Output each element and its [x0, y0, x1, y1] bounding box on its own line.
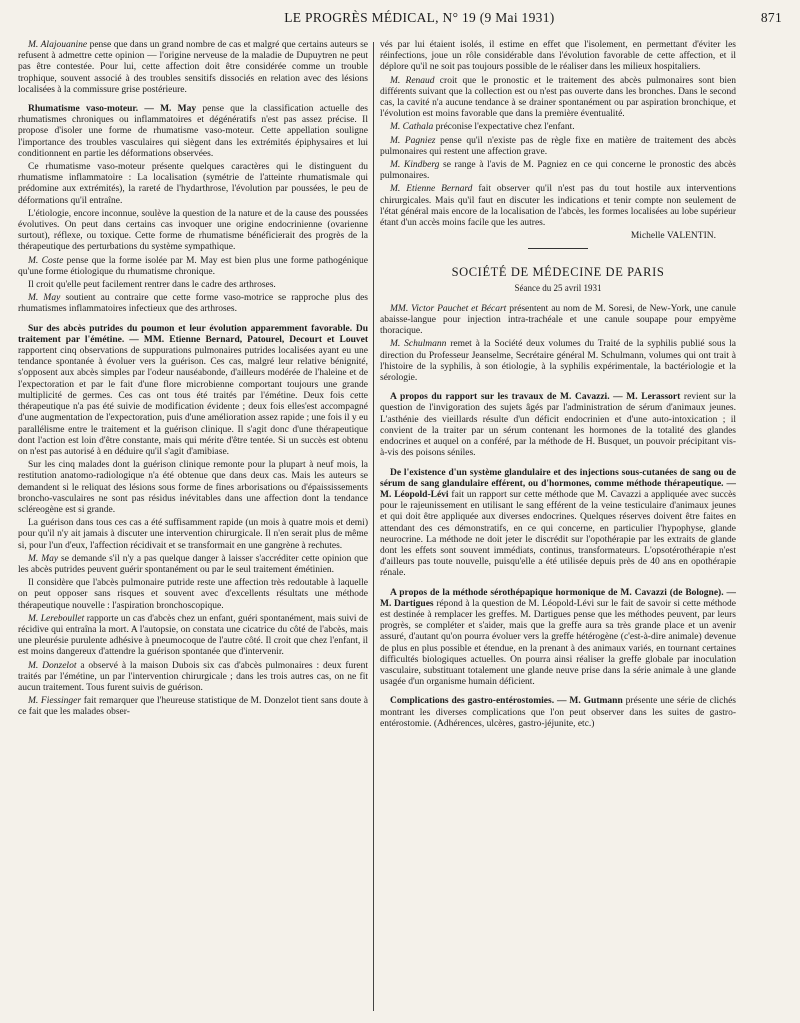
- paragraph-text: présentent au nom de M. Soresi, de New-York, une canule abaisse-langue pour injection intra-trachéale et une canule soupape pour empyème thoracique.: [380, 303, 736, 337]
- paragraph: [380, 468, 736, 580]
- paragraph: [18, 209, 368, 254]
- left-column: [18, 40, 368, 1017]
- speaker-name: M. Lereboullet: [28, 613, 85, 624]
- paragraph: [380, 184, 736, 229]
- speaker-name: M. Donzelot: [28, 660, 77, 671]
- paragraph: [18, 162, 368, 207]
- paragraph: [380, 588, 736, 689]
- journal-title: LE PROGRÈS MÉDICAL, N° 19 (9 Mai 1931): [284, 10, 555, 25]
- paragraph-text: soutient au contraire que cette forme vaso-motrice se rapproche plus des rhumatismes inflammatoires infectieux que des arthroses.: [18, 293, 368, 315]
- paragraph: [18, 460, 368, 516]
- paragraph-text: vés par lui étaient isolés, il estime en effet que l'isolement, en permettant d'éviter les réinfections, joue un rôle considérable dans l'évolution favorable de cette affection, et il déplore qu'il ne soit pas toujours possible de le réaliser dans les milieux hospitaliers.: [380, 40, 736, 73]
- speaker-name: M. Fiessinger: [28, 696, 82, 707]
- speaker-name: M. Kindberg: [390, 160, 440, 171]
- speaker-name: M. Renaud: [390, 75, 435, 86]
- paragraph-text: remet à la Société deux volumes du Traité de la syphilis publié sous la direction du Professeur Jeanselme, Secrétaire général M. Schulmann, volumes qui ont trait à l'histoire de la syphilis, à son étiologie, à la syphilis expérimentale, la bactériologie et la sérologie.: [380, 339, 736, 384]
- paragraph-text: fait remarquer que l'heureuse statistique de M. Donzelot tient sans doute à ce fait que les malades obser-: [18, 696, 368, 718]
- paragraph-heading: Sur des abcès putrides du poumon et leur évolution apparemment favorable. Du traitement par l'émétine. — MM. Etienne Bernard, Patourel, Decourt et Louvet: [18, 323, 368, 345]
- paragraph-text: pense que la forme isolée par M. May est bien plus une forme pathogénique qu'une forme étiologique du rhumatisme chronique.: [18, 255, 368, 277]
- speaker-name: M. Etienne Bernard: [390, 184, 473, 195]
- paragraph: [18, 256, 368, 278]
- speaker-name: M. May: [28, 293, 61, 304]
- paragraph: [380, 76, 736, 121]
- paragraph-heading: A propos du rapport sur les travaux de M. Cavazzi. — M. Lerassort: [390, 392, 681, 403]
- paragraph: [380, 696, 736, 730]
- paragraph: [380, 339, 736, 384]
- page-number: 871: [760, 10, 782, 25]
- speaker-name: M. Coste: [28, 255, 64, 266]
- paragraph-text: Sur les cinq malades dont la guérison clinique remonte pour la plupart à neuf mois, la restitution anatomo-radiologique n'a été obtenue que dans deux cas. Mais les auteurs se demandent si le reliquat des lésions sous forme de fines arborisations ou d'épaississements broncho-vasculaires ne sont pas résidus inévitables dans une affection dont la tendance scléreogène est si grande.: [18, 460, 368, 515]
- paragraph-text: pense qu'il n'existe pas de règle fixe en matière de traitement des abcès pulmonaires qui restent une affection grave.: [380, 135, 736, 157]
- paragraph-text: se range à l'avis de M. Pagniez en ce qui concerne le pronostic des abcès pulmonaires.: [380, 160, 736, 182]
- paragraph-text: pense que dans un grand nombre de cas et malgré que certains auteurs se refusent à admettre cette opinion — l'origine nerveuse de la maladie de Dupuytren ne peut pas être contestée. Pour lui, cette affection doit être considérée comme un trouble trophique, souvent associé à des troubles sensitifs dissociés en relation avec des lésions localisées à la commissure grise postérieure.: [18, 40, 368, 95]
- paragraph-text: fait observer qu'il n'est pas du tout hostile aux interventions chirurgicales. Mais qu'il faut en discuter les indications et tenir compte non seulement de l'état général mais encore de la localisation de l'abcès, les formes localisées au lobe supérieur étant d'un accès moins facile que les autres.: [380, 184, 736, 229]
- session-date: Séance du 25 avril 1931: [514, 282, 602, 293]
- right-column: [380, 40, 736, 1017]
- author-signature: Michelle VALENTIN.: [630, 231, 716, 242]
- paragraph-text: a observé à la maison Dubois six cas d'abcès pulmonaires : deux furent traités par l'émétine, un par l'intervention chirurgicale ; dans les trois autres cas, on ne fit aucun traitement. Tous furent suivis de guérison.: [18, 660, 368, 693]
- speaker-name: M. Alajouanine: [28, 40, 88, 50]
- paragraph-text: rapporte un cas d'abcès chez un enfant, guéri spontanément, mais suivi de récidive qui entraîna la mort. A l'autopsie, on constata une cicatrice du côté de l'abcès, mais une pleurésie purulente adhésive à pneumocoque de l'autre côté. Il croit que chez l'enfant, il est moins dangereux d'attendre la guérison spontanée que d'intervenir.: [18, 613, 368, 658]
- paragraph-text: Il croit qu'elle peut facilement rentrer dans le cadre des arthroses.: [28, 280, 276, 291]
- paragraph: [380, 160, 736, 182]
- speaker-name: MM. Victor Pauchet et Bécart: [390, 303, 507, 314]
- separator-rule: [528, 248, 588, 249]
- speaker-name: M. Pagniez: [390, 135, 436, 146]
- speaker-name: M. May: [28, 553, 59, 564]
- paragraph-text: Il considère que l'abcès pulmonaire putride reste une affection très redoutable à laquelle on peut opposer sans risques et souvent avec d'excellents résultats une méthode thérapeutique nouvelle : l'aspiration bronchoscopique.: [18, 578, 368, 611]
- paragraph: [380, 136, 736, 158]
- paragraph-text: revient sur la question de l'invigoration des sujets âgés par l'administration de sérum d'animaux jeunes. L'asthénie des vieillards résulte d'un déficit endocrinien et d'une auto-intoxication ; il convient de la traiter par un sérum contenant les hormones de la totalité des glandes endocrines et auquel on a conféré, par la méthode de H. Busquet, un pouvoir précipitant vis-à-vis des poisons séniles.: [380, 392, 736, 459]
- paragraph-text: fait un rapport sur cette méthode que M. Cavazzi a appliquée avec succès pour le rajeunissement en utilisant le sang efférent de la veine testiculaire d'animaux jeunes et qui doit être appliquée aux diverses endocrines. Quelques réserves doivent être faites en attendant des ces démonstratifs, en ce qui concerne, en particulier l'hypophyse, glande neurocrine. La méthode ne doit jeter le discrédit sur l'opothérapie par les extraits de glande dont les effets sont souvent immédiats, continus, transformateurs. L'opsotérothérapie n'est d'ailleurs pas toute nouvelle, puisqu'elle a été utilisée depuis près de 40 ans en opothérapie rénale.: [380, 489, 736, 579]
- paragraph: [380, 304, 736, 338]
- column-divider: [373, 42, 374, 1011]
- paragraph: [18, 324, 368, 458]
- paragraph-heading: Rhumatisme vaso-moteur. — M. May: [28, 104, 197, 115]
- paragraph: [18, 518, 368, 552]
- paragraph: [18, 280, 368, 291]
- paragraph: [18, 696, 368, 718]
- right-column-continued: [380, 40, 736, 229]
- paragraph: [18, 293, 368, 315]
- paragraph-text: se demande s'il n'y a pas quelque danger à laisser s'accréditer cette opinion que les abcès putrides peuvent guérir spontanément ou par le seul traitement émétinien.: [18, 553, 368, 575]
- paragraph: [18, 104, 368, 160]
- paragraph: [380, 392, 736, 459]
- page-header: [18, 10, 782, 32]
- paragraph: [380, 122, 736, 133]
- paragraph: [18, 554, 368, 576]
- paragraph: [18, 578, 368, 612]
- paragraph-text: L'étiologie, encore inconnue, soulève la question de la nature et de la cause des poussées évolutives. On peut dans certains cas invoquer une origine endocrinienne (ovarienne surtout), réflexe, ou toxique. Cette forme de rhumatisme bénéficierait des progrès de la thérapeutique des perturbations du système sympathique.: [18, 208, 368, 253]
- paragraph: [18, 614, 368, 659]
- paragraph-text: pense que la classification actuelle des rhumatismes chroniques ou inflammatoires et dégénératifs n'est pas assez précise. Il propose d'isoler une forme de rhumatisme vaso-moteur. Cette appellation souligne l'importance des troubles vasculaires qui siègent dans les extrémités épiphysaires et lui conditionnent en partie les déformations observées.: [18, 104, 368, 159]
- society-reports: [380, 304, 736, 730]
- speaker-name: M. Cathala: [390, 122, 434, 133]
- paragraph: [18, 40, 368, 96]
- paragraph-text: rapportent cinq observations de suppurations pulmonaires putrides localisées ayant eu une tendance spontanée à évoluer vers la guérison. Ces cas, malgré leur relative bénignité, s'opposent aux abcès simples par l'odeur nauséabonde, d'ailleurs modérée de l'haleine et de l'expectoration et par le fait d'une flore microbienne comportant toujours une grande multiplicité de germes. Ces cas ont tous été traités par l'émétine. Deux fois cette thérapeutique n'a pas été suivie de modification évidente ; deux fois elles'est accompagné d'une augmentation de l'expectoration, puis d'une amélioration assez rapide ; une fois il y eu parallélisme entre le traitement et la guérison clinique. Il s'agit donc d'une thérapeutique dont l'action est loin d'être constante, mais qui mérite d'être tentée. Si un succès est obtenu on n'est pas autorisé à en déduire qu'il s'agit d'amibiase.: [18, 346, 368, 457]
- paragraph: [18, 661, 368, 695]
- section-title: SOCIÉTÉ DE MÉDECINE DE PARIS: [451, 265, 665, 280]
- paragraph-text: présente une série de clichés montrant les diverses complications que l'on peut observer dans les suites de gastro-entérostomie. (Adhérences, ulcères, gastro-jéjunite, etc.): [380, 696, 736, 729]
- paragraph-heading: A propos de la méthode sérothépapique hormonique de M. Cavazzi (de Bologne). — M. Dartigues: [380, 587, 736, 609]
- paragraph-text: préconise l'expectative chez l'enfant.: [433, 122, 575, 133]
- paragraph-heading: Complications des gastro-entérostomies. — M. Gutmann: [390, 696, 623, 707]
- paragraph-text: croit que le pronostic et le traitement des abcès pulmonaires sont bien différents suivant que la collection est ou n'est pas ouverte dans les bronches. Dans le second cas, la cavité n'a aucune tendance à se drainer spontanément ou par aspiration bronchique, et l'évolution est moins favorable que dans la première éventualité.: [380, 75, 736, 120]
- paragraph-text: répond à la question de M. Léopold-Lévi sur le fait de savoir si cette méthode est destinée à remplacer les greffes. M. Dartigues pense que les méthodes peuvent, par leurs progrès, se compléter et s'aider, mais que la greffe aura sa très grande place et un avenir assuré, d'autant qu'on pourra évoluer vers la greffe hétérogène (c'est-à-dire animale) devenue de plus en plus possible et étendue, en la prenant à des animaux variés, en tournant certaines difficultés biologiques actuelles. On pourra ainsi réaliser la greffe globale par inoculation vasculaire, substituant totalement une glande neuve prise dans la série animale à une glande usagée d'un organisme humain déficient.: [380, 598, 736, 688]
- paragraph: [380, 40, 736, 74]
- paragraph-text: Ce rhumatisme vaso-moteur présente quelques caractères qui le distinguent du rhumatisme inflammatoire : La localisation (symétrie de l'atteinte rhumatismale qui prédomine aux extrémités), la rareté de l'hydarthrose, l'évolution par poussées, le peu de déformations qu'il entraîne.: [18, 162, 368, 206]
- speaker-name: M. Schulmann: [390, 339, 447, 350]
- paragraph-text: La guérison dans tous ces cas a été suffisamment rapide (un mois à quatre mois et demi) pour qu'il n'y ait jamais à discuter une intervention chirurgicale. Il n'en serait plus de même si, pour l'un d'eux, l'affection récidivait et se transformait en une gangrène à rechutes.: [18, 518, 368, 551]
- paragraph-heading: De l'existence d'un système glandulaire et des injections sous-cutanées de sang ou de sérum de sang glandulaire efférent, ou d'hormones, comme méthode thérapeutique. — M. Léopold-Lévi: [380, 467, 736, 500]
